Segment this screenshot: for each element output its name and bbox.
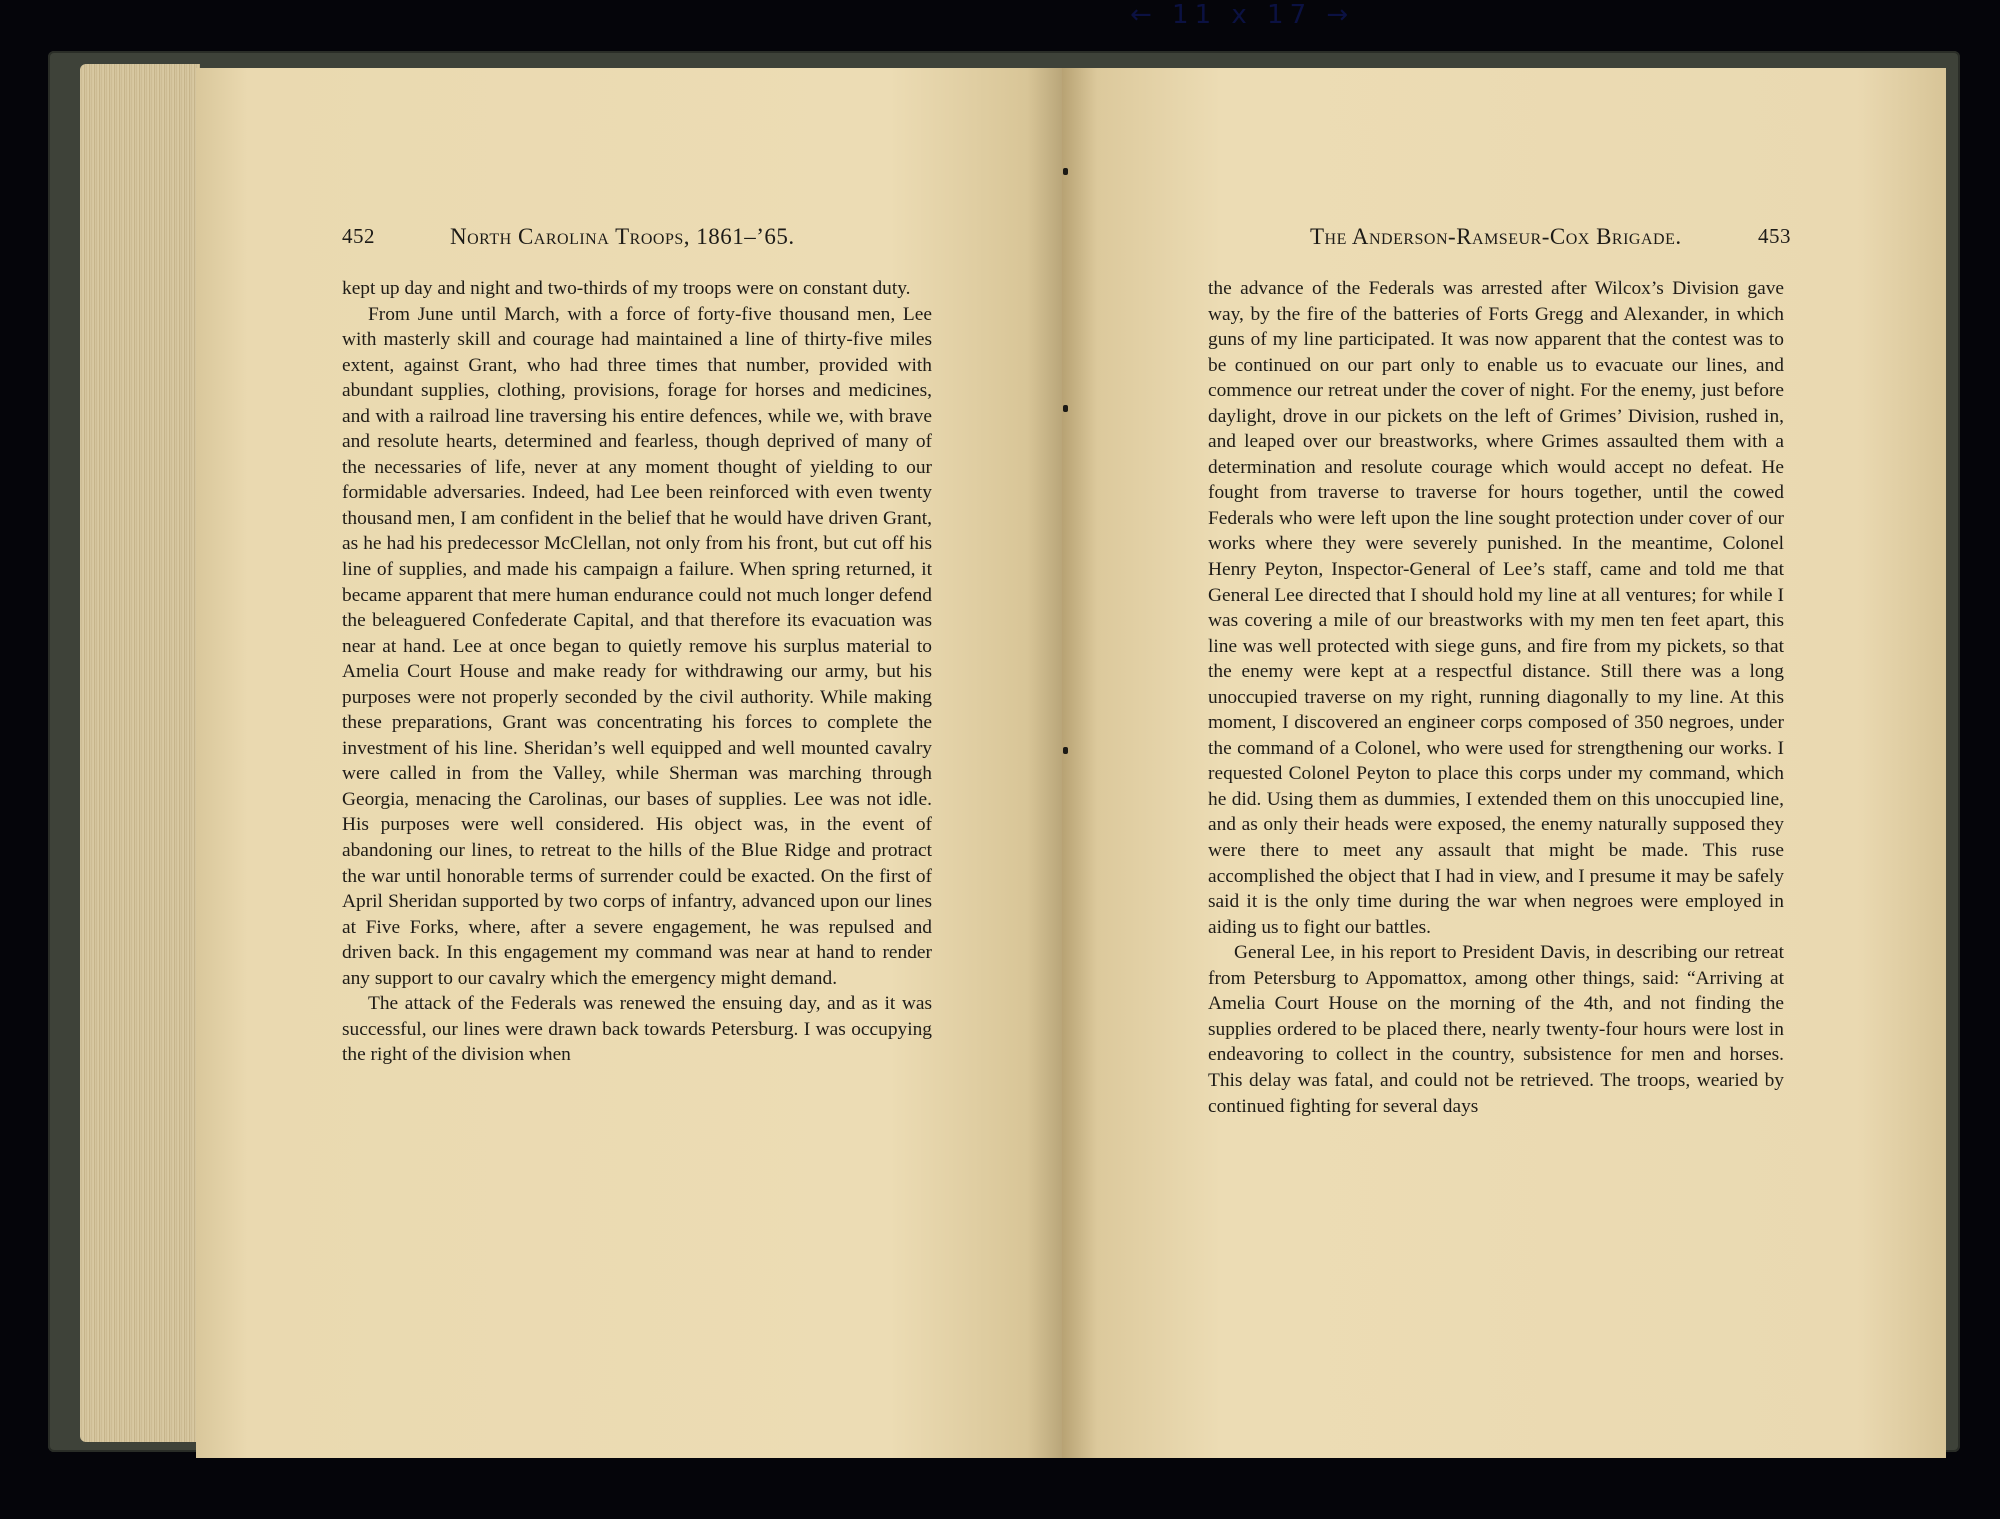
left-paragraph-3: The attack of the Federals was renewed the ensuing day, and as it was successful, our lines were drawn back towards Petersburg. I was occupying the right of the division when [342, 993, 932, 1066]
left-page-number: 452 [342, 224, 375, 248]
right-page-header [1062, 224, 1946, 256]
right-paragraph-1: the advance of the Federals was arrested after Wilcox’s Division gave way, by the fire of the batteries of Forts Gregg and Alexander, in which guns of my line participated. It was now apparent that the contest was to be continued on our part only to enable us to evacuate our lines, and commence our retreat under the cover of night. For the enemy, just before daylight, drove in our pickets on the left of Grimes’ Division, rushed in, and leaped over our breastworks, where Grimes assaulted them with a determination and resolute courage which would accept no defeat. He fought from traverse to traverse for hours together, until the cowed Federals who were left upon the line sought protection under cover of our works where they were severely punished. In the meantime, Colonel Henry Peyton, Inspector-General of Lee’s staff, came and told me that General Lee directed that I should hold my line at all ventures; for while I was covering a mile of our breastworks with my men ten feet apart, this line was well protected with siege guns, and fire from my pickets, so that the enemy were kept at a respectful distance. Still there was a long unoccupied traverse on my right, running diagonally to my line. At this moment, I discovered an engineer corps composed of 350 negroes, under the command of a Colonel, who were used for strengthening our works. I requested Colonel Peyton to place this corps under my command, which he did. Using them as dummies, I extended them on this unoccupied line, and as only their heads were exposed, the enemy naturally supposed they were there to meet any assault that might be made. This ruse accomplished the object that I had in view, and I presume it may be safely said it is the only time during the war when negroes were employed in aiding us to fight our battles. [1208, 278, 1784, 938]
gutter-mark [1063, 405, 1068, 412]
left-page [196, 68, 1062, 1458]
right-page [1062, 68, 1946, 1458]
page-edges [80, 64, 200, 1442]
right-page-number: 453 [1758, 224, 1791, 248]
right-running-head: The Anderson-Ramseur-Cox Brigade. [1310, 224, 1682, 249]
scan-size-marking: ← 11 x 17 → [1130, 0, 1355, 30]
gutter-mark [1063, 168, 1068, 175]
left-running-head: North Carolina Troops, 1861–’65. [450, 224, 795, 249]
left-page-header [342, 224, 1042, 256]
left-paragraph-2: From June until March, with a force of forty-five thousand men, Lee with masterly skill and courage had maintained a line of thirty-five miles extent, against Grant, who had three times that number, provided with abundant supplies, clothing, provisions, forage for horses and medicines, and with a railroad line traversing his entire defences, while we, with brave and resolute hearts, determined and fearless, though deprived of many of the necessaries of life, never at any moment thought of yielding to our formidable adversaries. Indeed, had Lee been reinforced with even twenty thousand men, I am confident in the belief that he would have driven Grant, as he had his predecessor McClellan, not only from his front, but cut off his line of supplies, and made his campaign a failure. When spring returned, it became apparent that mere human endurance could not much longer defend the beleaguered Confederate Capital, and that therefore its evacuation was near at hand. Lee at once began to quietly remove his surplus material to Amelia Court House and make ready for withdrawing our army, but his purposes were not properly seconded by the civil authority. While making these preparations, Grant was concentrating his forces to complete the investment of his line. Sheridan’s well equipped and well mounted cavalry were called in from the Valley, while Sherman was marching through Georgia, menacing the Carolinas, our bases of supplies. Lee was not idle. His purposes were well considered. His object was, in the event of abandoning our lines, to retreat to the hills of the Blue Ridge and protract the war until honorable terms of surrender could be exacted. On the first of April Sheridan supported by two corps of infantry, advanced upon our lines at Five Forks, where, after a severe engagement, he was repulsed and driven back. In this engagement my command was near at hand to render any support to our cavalry which the emergency might demand. [342, 303, 932, 989]
left-paragraph-1: kept up day and night and two-thirds of my troops were on constant duty. [342, 278, 911, 299]
gutter-mark [1063, 747, 1068, 754]
right-page-text [1208, 276, 1784, 1119]
left-page-text [342, 276, 932, 1068]
right-paragraph-2: General Lee, in his report to President Davis, in describing our retreat from Petersburg to Appomattox, among other things, said: “Arriving at Amelia Court House on the morning of the 4th, and not finding the supplies ordered to be placed there, nearly twenty-four hours were lost in endeavoring to collect in the country, subsistence for men and horses. This delay was fatal, and could not be retrieved. The troops, wearied by continued fighting for several days [1208, 942, 1784, 1117]
